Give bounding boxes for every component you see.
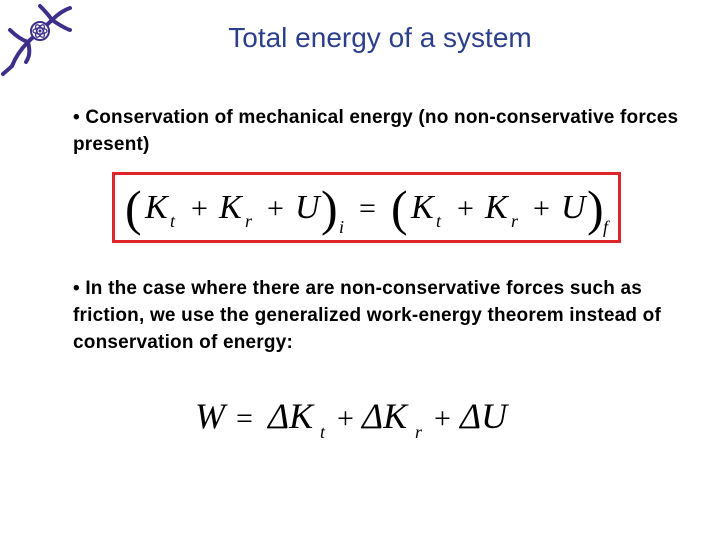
plus-sign: + — [191, 192, 208, 225]
plus-sign: + — [533, 192, 550, 225]
eq-symbol: K — [145, 189, 168, 226]
plus-sign: + — [337, 402, 354, 435]
plus-sign: + — [434, 402, 451, 435]
paren-open: ( — [391, 180, 408, 236]
plus-sign: + — [457, 192, 474, 225]
paren-close: ) — [587, 180, 604, 236]
plus-sign: + — [267, 192, 284, 225]
eq-subscript: t — [320, 422, 326, 442]
work-energy-equation — [190, 388, 550, 448]
paren-open: ( — [125, 180, 142, 236]
eq-symbol: U — [295, 189, 320, 226]
equals-sign: = — [359, 192, 376, 225]
conservation-equation-box — [112, 172, 621, 243]
eq-symbol: W — [195, 396, 225, 436]
eq-subscript: r — [415, 422, 423, 442]
eq-subscript: i — [339, 217, 345, 237]
bullet-work-energy: • In the case where there are non-conservative forces such as friction, we use the generalized work-energy theorem instead of conservation of energy: — [73, 278, 662, 353]
eq-subscript: t — [436, 211, 442, 231]
eq-subscript: t — [170, 211, 176, 231]
eq-symbol: K — [411, 189, 434, 226]
eq-subscript: r — [511, 211, 519, 231]
equals-sign: = — [236, 402, 253, 435]
eq-symbol: K — [219, 189, 242, 226]
paren-close: ) — [321, 180, 338, 236]
slide-title: Total energy of a system — [228, 22, 532, 53]
eq-symbol: ΔU — [460, 396, 508, 436]
eq-symbol: U — [561, 189, 586, 226]
eq-symbol: K — [485, 189, 508, 226]
conservation-equation — [115, 175, 618, 240]
bullet-conservation: • Conservation of mechanical energy (no non-conservative forces present) — [73, 107, 679, 155]
eq-subscript: f — [603, 217, 609, 237]
eq-symbol: ΔK — [362, 396, 408, 436]
eq-subscript: r — [245, 211, 253, 231]
eq-symbol: ΔK — [268, 396, 314, 436]
